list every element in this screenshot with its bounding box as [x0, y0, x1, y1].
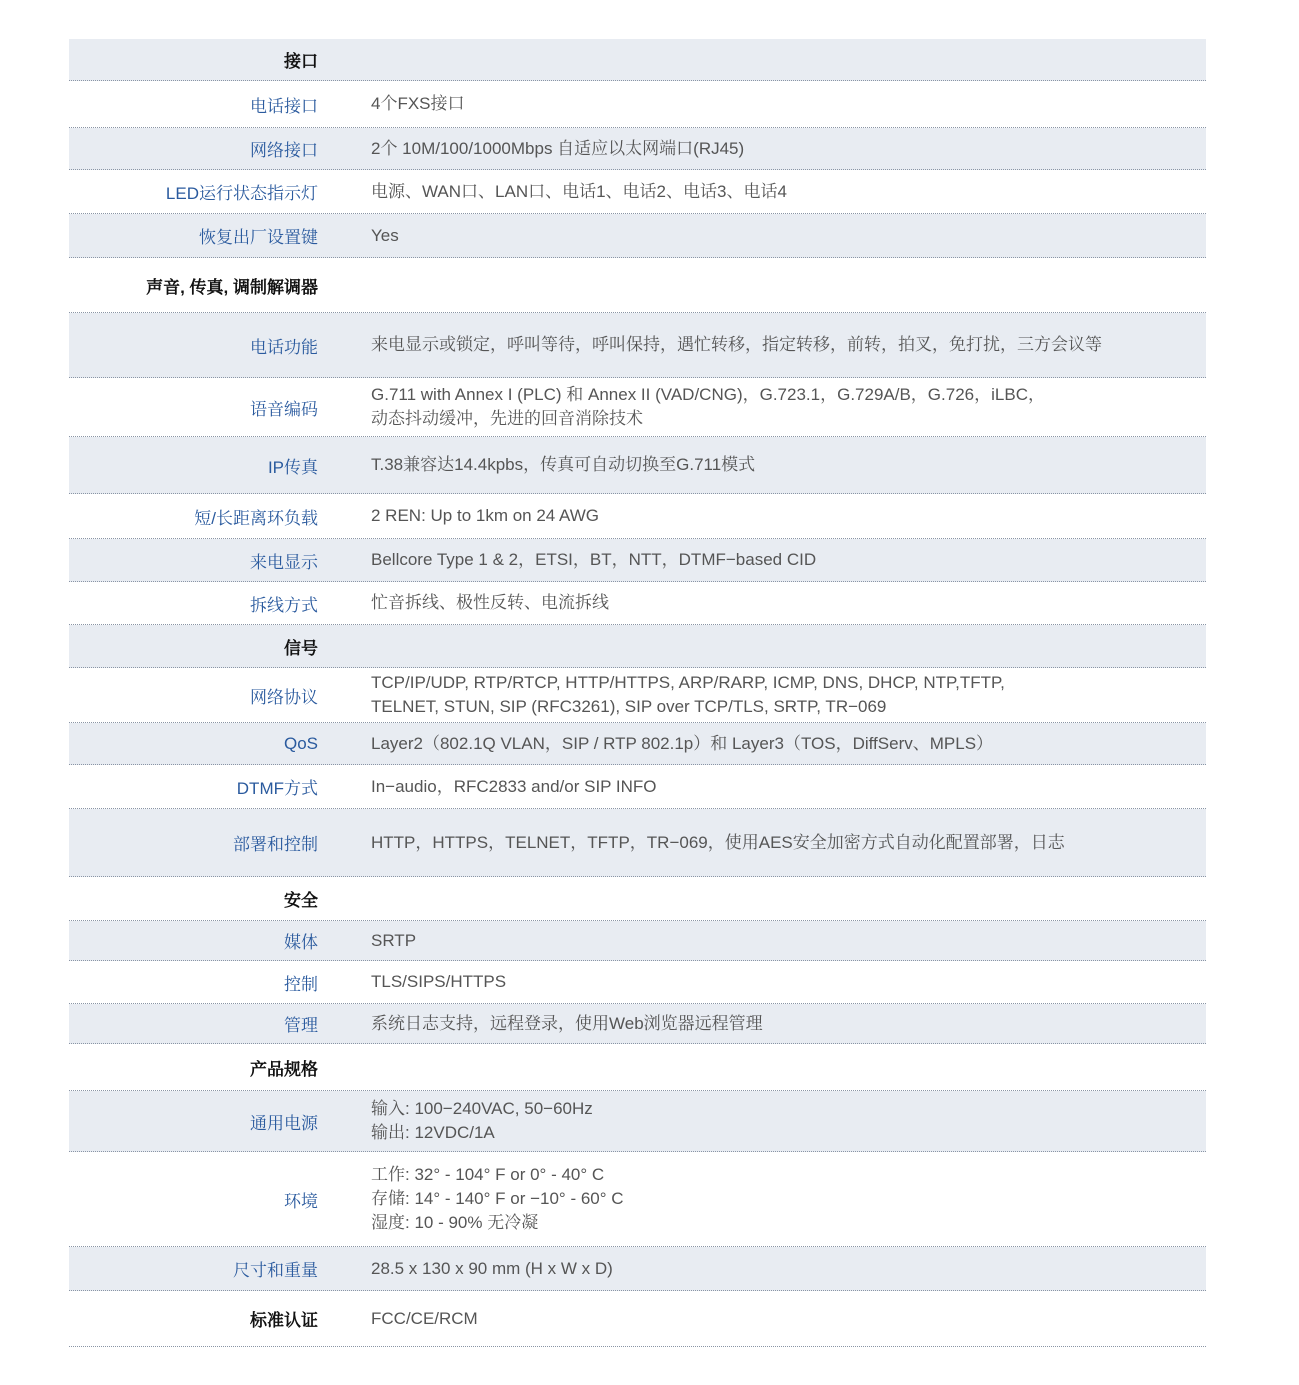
spec-label: 信号 — [284, 638, 318, 658]
spec-row-certification — [69, 1291, 1206, 1347]
spec-row-control — [69, 961, 1206, 1004]
spec-value-line: 4个FXS接口 — [371, 94, 465, 113]
spec-value — [318, 1307, 478, 1331]
spec-row-environment — [69, 1152, 1206, 1247]
spec-value-line: 动态抖动缓冲，先进的回音消除技术 — [371, 409, 643, 428]
spec-value-line: 输出: 12VDC/1A — [371, 1123, 495, 1142]
spec-label: 媒体 — [284, 933, 318, 952]
spec-value — [318, 1163, 624, 1235]
spec-label: 恢复出厂设置键 — [199, 228, 318, 247]
spec-table — [69, 39, 1206, 1347]
spec-row-network-interface — [69, 128, 1206, 170]
spec-value-line: SRTP — [371, 930, 417, 950]
spec-label: 产品规格 — [250, 1059, 318, 1079]
spec-row-led-indicators — [69, 170, 1206, 214]
spec-label: 电话功能 — [250, 337, 318, 357]
spec-label: 电话接口 — [250, 96, 318, 116]
spec-label: IP传真 — [267, 457, 318, 477]
spec-row-voice-codec — [69, 378, 1206, 437]
spec-value-line: 来电显示或锁定，呼叫等待，呼叫保持，遇忙转移，指定转移，前转，拍叉，免打扰，三方会议等 — [371, 335, 1102, 354]
spec-value — [318, 224, 399, 248]
spec-value — [318, 453, 755, 477]
spec-label: 环境 — [284, 1191, 318, 1211]
spec-row-section-signaling — [69, 625, 1206, 668]
spec-row-dimensions-weight — [69, 1247, 1206, 1291]
spec-value — [318, 333, 1102, 357]
spec-label: 声音, 传真, 调制解调器 — [146, 277, 318, 297]
spec-label: 标准认证 — [250, 1311, 318, 1330]
spec-value-line: 2 REN: Up to 1km on 24 AWG — [371, 506, 600, 525]
spec-row-factory-reset-key — [69, 214, 1206, 258]
spec-label: 语音编码 — [250, 399, 318, 419]
spec-label: 安全 — [284, 891, 318, 910]
spec-value — [318, 1097, 593, 1145]
spec-row-management — [69, 1004, 1206, 1044]
spec-row-caller-id — [69, 539, 1206, 582]
spec-value-line: 湿度: 10 - 90% 无冷凝 — [371, 1213, 539, 1232]
spec-value — [318, 929, 416, 953]
spec-row-disconnect-method — [69, 582, 1206, 625]
spec-value-line: Yes — [371, 225, 399, 245]
spec-value — [318, 383, 1045, 431]
spec-value-line: 电源、WAN口、LAN口、电话1、电话2、电话3、电话4 — [371, 181, 787, 201]
spec-value — [318, 671, 1005, 719]
spec-value-line: 存储: 14° - 140° F or −10° - 60° C — [371, 1189, 624, 1208]
spec-value-line: T.38兼容达14.4kpbs，传真可自动切换至G.711模式 — [371, 455, 756, 474]
spec-value-line: TELNET, STUN, SIP (RFC3261), SIP over TCP/TLS, SRTP, TR−069 — [371, 697, 887, 716]
spec-value-line: In−audio，RFC2833 and/or SIP INFO — [371, 776, 657, 796]
spec-label: 接口 — [284, 52, 318, 71]
spec-value-line: 2个 10M/100/1000Mbps 自适应以太网端口(RJ45) — [371, 138, 745, 158]
spec-value — [318, 92, 465, 116]
spec-row-section-voice-fax-modem — [69, 258, 1206, 313]
spec-value-line: Bellcore Type 1 & 2，ETSI，BT，NTT，DTMF−based CID — [371, 550, 817, 569]
spec-label: LED运行状态指示灯 — [165, 184, 318, 203]
spec-label: 网络接口 — [250, 141, 318, 160]
spec-label: 网络协议 — [250, 687, 318, 707]
spec-row-network-protocols — [69, 668, 1206, 723]
spec-label: 短/长距离环负载 — [194, 508, 318, 528]
spec-label: 通用电源 — [250, 1113, 318, 1133]
spec-row-ip-fax — [69, 437, 1206, 494]
spec-value — [318, 591, 609, 615]
spec-row-qos — [69, 723, 1206, 765]
spec-value — [318, 732, 993, 756]
spec-value-line: TLS/SIPS/HTTPS — [371, 972, 507, 991]
spec-value — [318, 548, 816, 572]
spec-value-line: 忙音拆线、极性反转、电流拆线 — [371, 593, 609, 612]
spec-label: 部署和控制 — [233, 835, 318, 854]
spec-value-line: Layer2（802.1Q VLAN，SIP / RTP 802.1p）和 Layer3（TOS，DiffServ、MPLS） — [371, 733, 994, 753]
spec-value — [318, 180, 787, 204]
spec-row-dtmf-mode — [69, 765, 1206, 809]
spec-row-power-supply — [69, 1091, 1206, 1152]
spec-label: 来电显示 — [250, 552, 318, 572]
spec-label: 尺寸和重量 — [233, 1261, 318, 1280]
spec-label: QoS — [283, 733, 318, 753]
spec-value-line: 工作: 32° - 104° F or 0° - 40° C — [371, 1165, 605, 1184]
spec-row-provisioning-control — [69, 809, 1206, 877]
spec-value-line: 28.5 x 130 x 90 mm (H x W x D) — [371, 1258, 613, 1278]
spec-value — [318, 775, 657, 799]
spec-row-phone-features — [69, 313, 1206, 378]
spec-value — [318, 137, 744, 161]
spec-value-line: TCP/IP/UDP, RTP/RTCP, HTTP/HTTPS, ARP/RARP, ICMP, DNS, DHCP, NTP,TFTP, — [371, 673, 1005, 692]
spec-value — [318, 831, 1065, 855]
spec-label: DTMF方式 — [236, 779, 318, 798]
spec-label: 控制 — [284, 974, 318, 994]
spec-value-line: FCC/CE/RCM — [371, 1308, 478, 1328]
spec-value — [318, 970, 506, 994]
spec-row-media — [69, 921, 1206, 961]
spec-label: 管理 — [284, 1016, 318, 1035]
spec-value — [318, 1257, 613, 1281]
spec-value-line: 系统日志支持，远程登录，使用Web浏览器远程管理 — [371, 1013, 763, 1033]
spec-row-section-specs — [69, 1044, 1206, 1091]
spec-row-section-interface — [69, 39, 1206, 81]
spec-value-line: G.711 with Annex I (PLC) 和 Annex II (VAD/CNG)，G.723.1，G.729A/B，G.726，iLBC， — [371, 385, 1045, 404]
spec-row-section-security — [69, 877, 1206, 921]
spec-value-line: 输入: 100−240VAC, 50−60Hz — [371, 1099, 593, 1118]
spec-value-line: HTTP，HTTPS，TELNET，TFTP，TR−069，使用AES安全加密方式自动化配置部署，日志 — [371, 832, 1065, 852]
spec-row-phone-interface — [69, 81, 1206, 128]
spec-row-loop-load — [69, 494, 1206, 539]
spec-label: 拆线方式 — [250, 595, 318, 615]
spec-value — [318, 504, 599, 528]
spec-value — [318, 1012, 763, 1036]
